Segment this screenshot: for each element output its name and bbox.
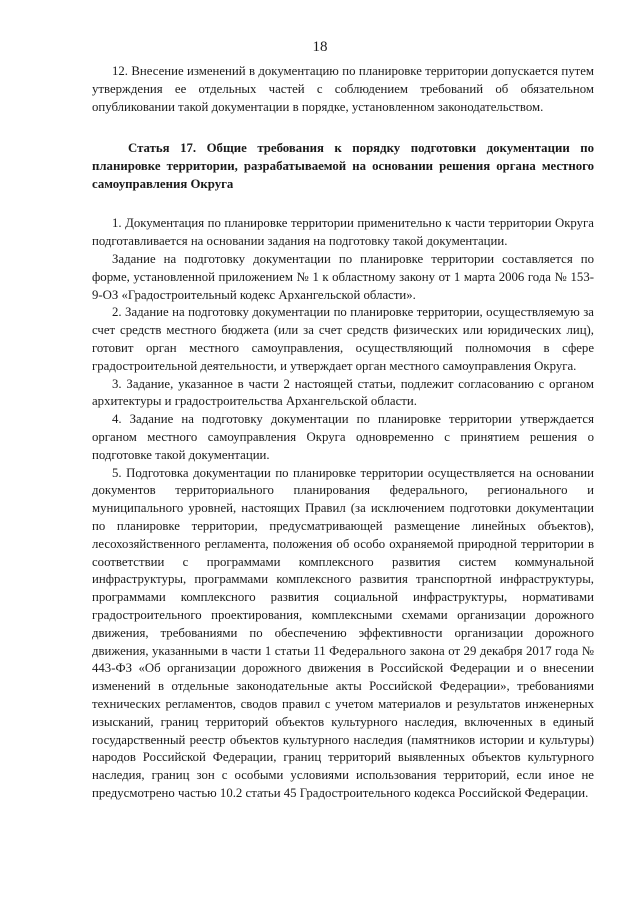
paragraph-1-continuation: Задание на подготовку документации по планировке территории составляется по форме, установленной приложением № 1 к областному закону от 1 марта 2006 года № 153-9-ОЗ «Градостроительный кодекс Архангельской области». — [92, 251, 594, 302]
paragraph-4: 4. Задание на подготовку документации по планировке территории утверждается органом местного самоуправления Округа одновременно с принятием решения о подготовке такой документации. — [92, 412, 594, 462]
paragraph-1: 1. Документация по планировке территории применительно к части территории Округа подготавливается на основании задания на подготовку такой документации. — [92, 216, 594, 249]
paragraph-5: 5. Подготовка документации по планировке территории осуществляется на основании документов территориального планирования федерального, регионального и муниципального уровней, настоящих Правил (за исключением подготовки документации по планировке территории, предусматривающей размещение линейных объектов), лесохозяйственного регламента, положения об особо охраняемой природной территории в соответствии с программами комплексного развития систем коммунальной инфраструктуры, программами комплексного развития транспортной инфраструктуры, программами комплексного развития социальной инфраструктуры, нормативами градостроительного проектирования, комплексными схемами организации дорожного движения, требованиями по обеспечению эффективности организации дорожного движения, указанными в части 1 статьи 11 Федерального закона от 29 декабря 2017 года № 443-ФЗ «Об организации дорожного движения в Российской Федерации и о внесении изменений в отдельные законодательные акты Российской Федерации», требованиями технических регламентов, сводов правил с учетом материалов и результатов инженерных изысканий, границ территорий объектов культурного наследия, включенных в единый государственный реестр объектов культурного наследия (памятников истории и культуры) народов Российской Федерации, границ территорий выявленных объектов культурного наследия, границ зон с особыми условиями использования территорий, если иное не предусмотрено частью 10.2 статьи 45 Градостроительного кодекса Российской Федерации. — [92, 465, 594, 800]
document-body — [92, 63, 594, 803]
page-number: 18 — [312, 39, 328, 55]
paragraph-2: 2. Задание на подготовку документации по планировке территории, осуществляемую за счет средств местного бюджета (или за счет средств физических или юридических лиц), готовит орган местного самоуправления, осуществляющий полномочия в сфере градостроительной деятельности, и утверждает орган местного самоуправления Округа. — [92, 305, 594, 373]
paragraph-12: 12. Внесение изменений в документацию по планировке территории допускается путем утверждения ее отдельных частей с соблюдением требований об обязательном опубликовании такой документации в порядке, установленном законодательством. — [92, 64, 594, 114]
paragraph-3: 3. Задание, указанное в части 2 настоящей статьи, подлежит согласованию с органом архитектуры и градостроительства Архангельской области. — [92, 376, 594, 409]
article-17-title: Статья 17. Общие требования к порядку подготовки документации по планировке территории, разрабатываемой на основании решения органа местного самоуправления Округа — [92, 141, 594, 192]
